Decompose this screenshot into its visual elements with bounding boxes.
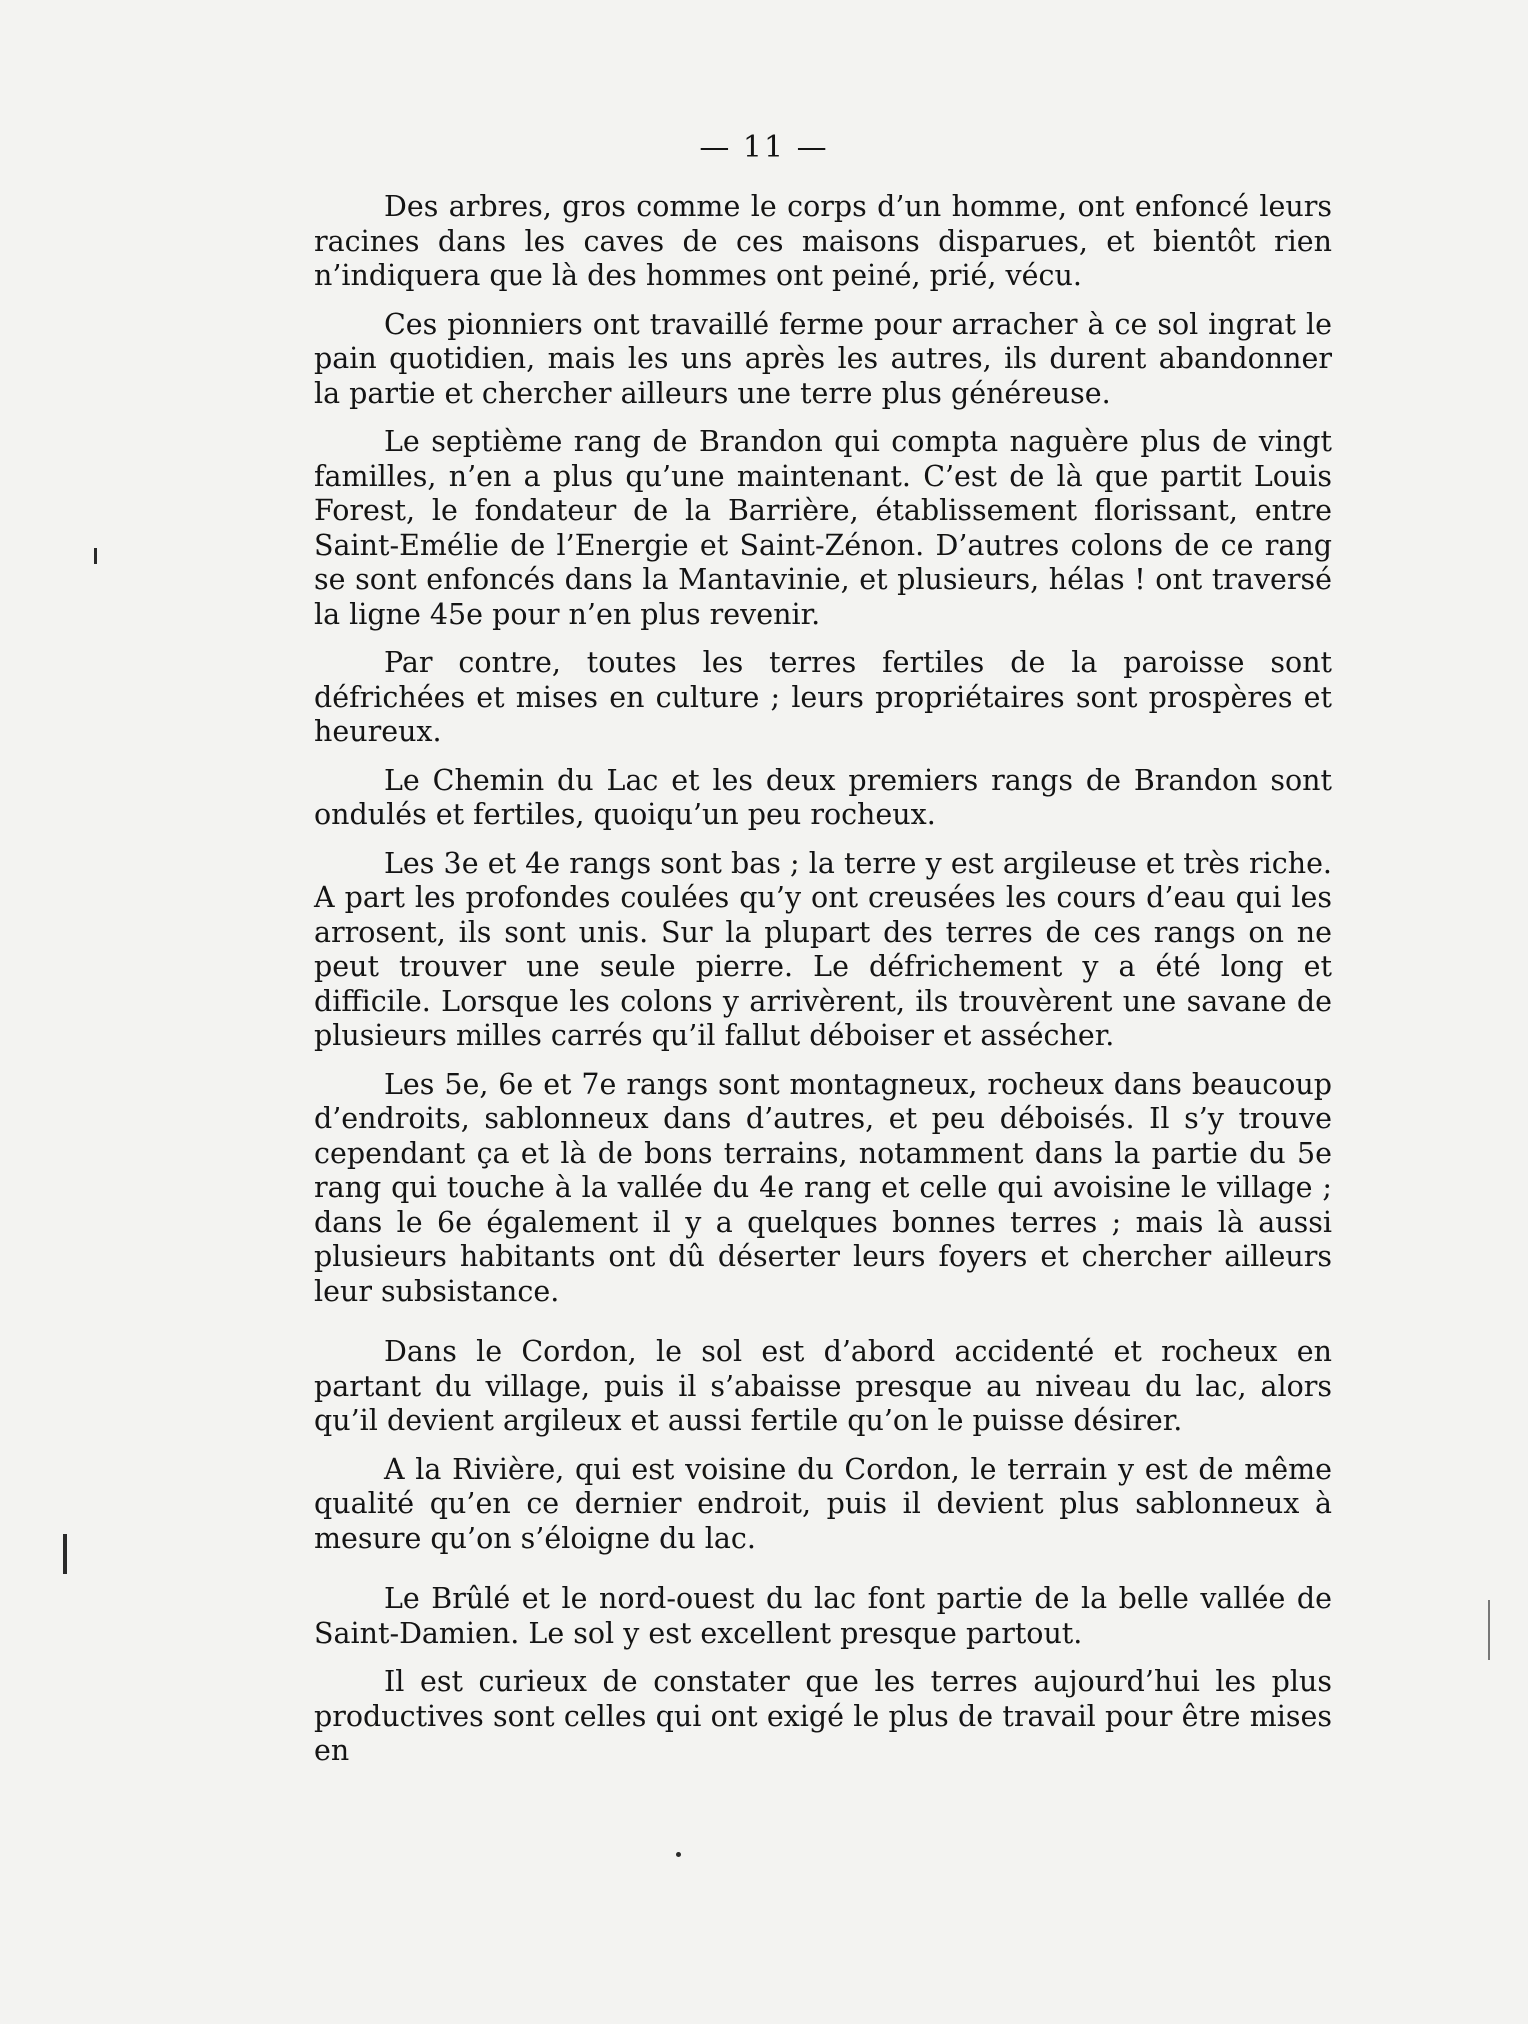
scan-speck	[63, 1534, 67, 1574]
body-text	[314, 190, 1332, 1783]
paragraph: Par contre, toutes les terres fertiles de la paroisse sont défrichées et mises en culture ; leurs propriétaires sont prospères et heureux.	[314, 646, 1332, 748]
scan-speck	[1488, 1600, 1490, 1660]
paragraph: Ces pionniers ont travaillé ferme pour arracher à ce sol ingrat le pain quotidien, mais les uns après les autres, ils durent abandonner la partie et chercher ailleurs une terre plus généreuse.	[314, 307, 1332, 410]
paragraph: Les 5e, 6e et 7e rangs sont montagneux, rocheux dans beaucoup d’endroits, sablonneux dans d’autres, et peu déboisés. Il s’y trouve cependant ça et là de bons terrains, notamment dans la partie du 5e rang qui touche à la vallée du 4e rang et celle qui avoisine le village ; dans le 6e également il y a quelques bonnes terres ; mais là aussi plusieurs habitants ont dû déserter leurs foyers et chercher ailleurs leur subsistance.	[314, 1067, 1332, 1308]
paragraph: A la Rivière, qui est voisine du Cordon, le terrain y est de même qualité qu’en ce dernier endroit, puis il devient plus sablonneux à mesure qu’on s’éloigne du lac.	[314, 1452, 1332, 1555]
paragraph: Il est curieux de constater que les terres aujourd’hui les plus productives sont celles qui ont exigé le plus de travail pour être mises en	[314, 1665, 1332, 1767]
paragraph: Le Chemin du Lac et les deux premiers rangs de Brandon sont ondulés et fertiles, quoiqu’un peu rocheux.	[314, 763, 1332, 831]
scan-speck	[676, 1852, 681, 1857]
paragraph: Le septième rang de Brandon qui compta naguère plus de vingt familles, n’en a plus qu’une maintenant. C’est de là que partit Louis Forest, le fondateur de la Barrière, établissement florissant, entre Saint-Emélie de l’Energie et Saint-Zénon. D’autres colons de ce rang se sont enfoncés dans la Mantavinie, et plusieurs, hélas ! ont traversé la ligne 45e pour n’en plus revenir.	[314, 425, 1332, 631]
paragraph: Les 3e et 4e rangs sont bas ; la terre y est argileuse et très riche. A part les profondes coulées qu’y ont creusées les cours d’eau qui les arrosent, ils sont unis. Sur la plupart des terres de ces rangs on ne peut trouver une seule pierre. Le défrichement y a été long et difficile. Lorsque les colons y arrivèrent, ils trouvèrent une savane de plusieurs milles carrés qu’il fallut déboiser et assécher.	[314, 846, 1332, 1052]
page-number: — 11 —	[699, 130, 829, 165]
scan-speck	[94, 548, 97, 564]
paragraph: Des arbres, gros comme le corps d’un homme, ont enfoncé leurs racines dans les caves de ces maisons disparues, et bientôt rien n’indiquera que là des hommes ont peiné, prié, vécu.	[314, 190, 1332, 292]
paragraph: Dans le Cordon, le sol est d’abord accidenté et rocheux en partant du village, puis il s’abaisse presque au niveau du lac, alors qu’il devient argileux et aussi fertile qu’on le puisse désirer.	[314, 1335, 1332, 1437]
paragraph: Le Brûlé et le nord-ouest du lac font partie de la belle vallée de Saint-Damien. Le sol y est excellent presque partout.	[314, 1582, 1332, 1650]
